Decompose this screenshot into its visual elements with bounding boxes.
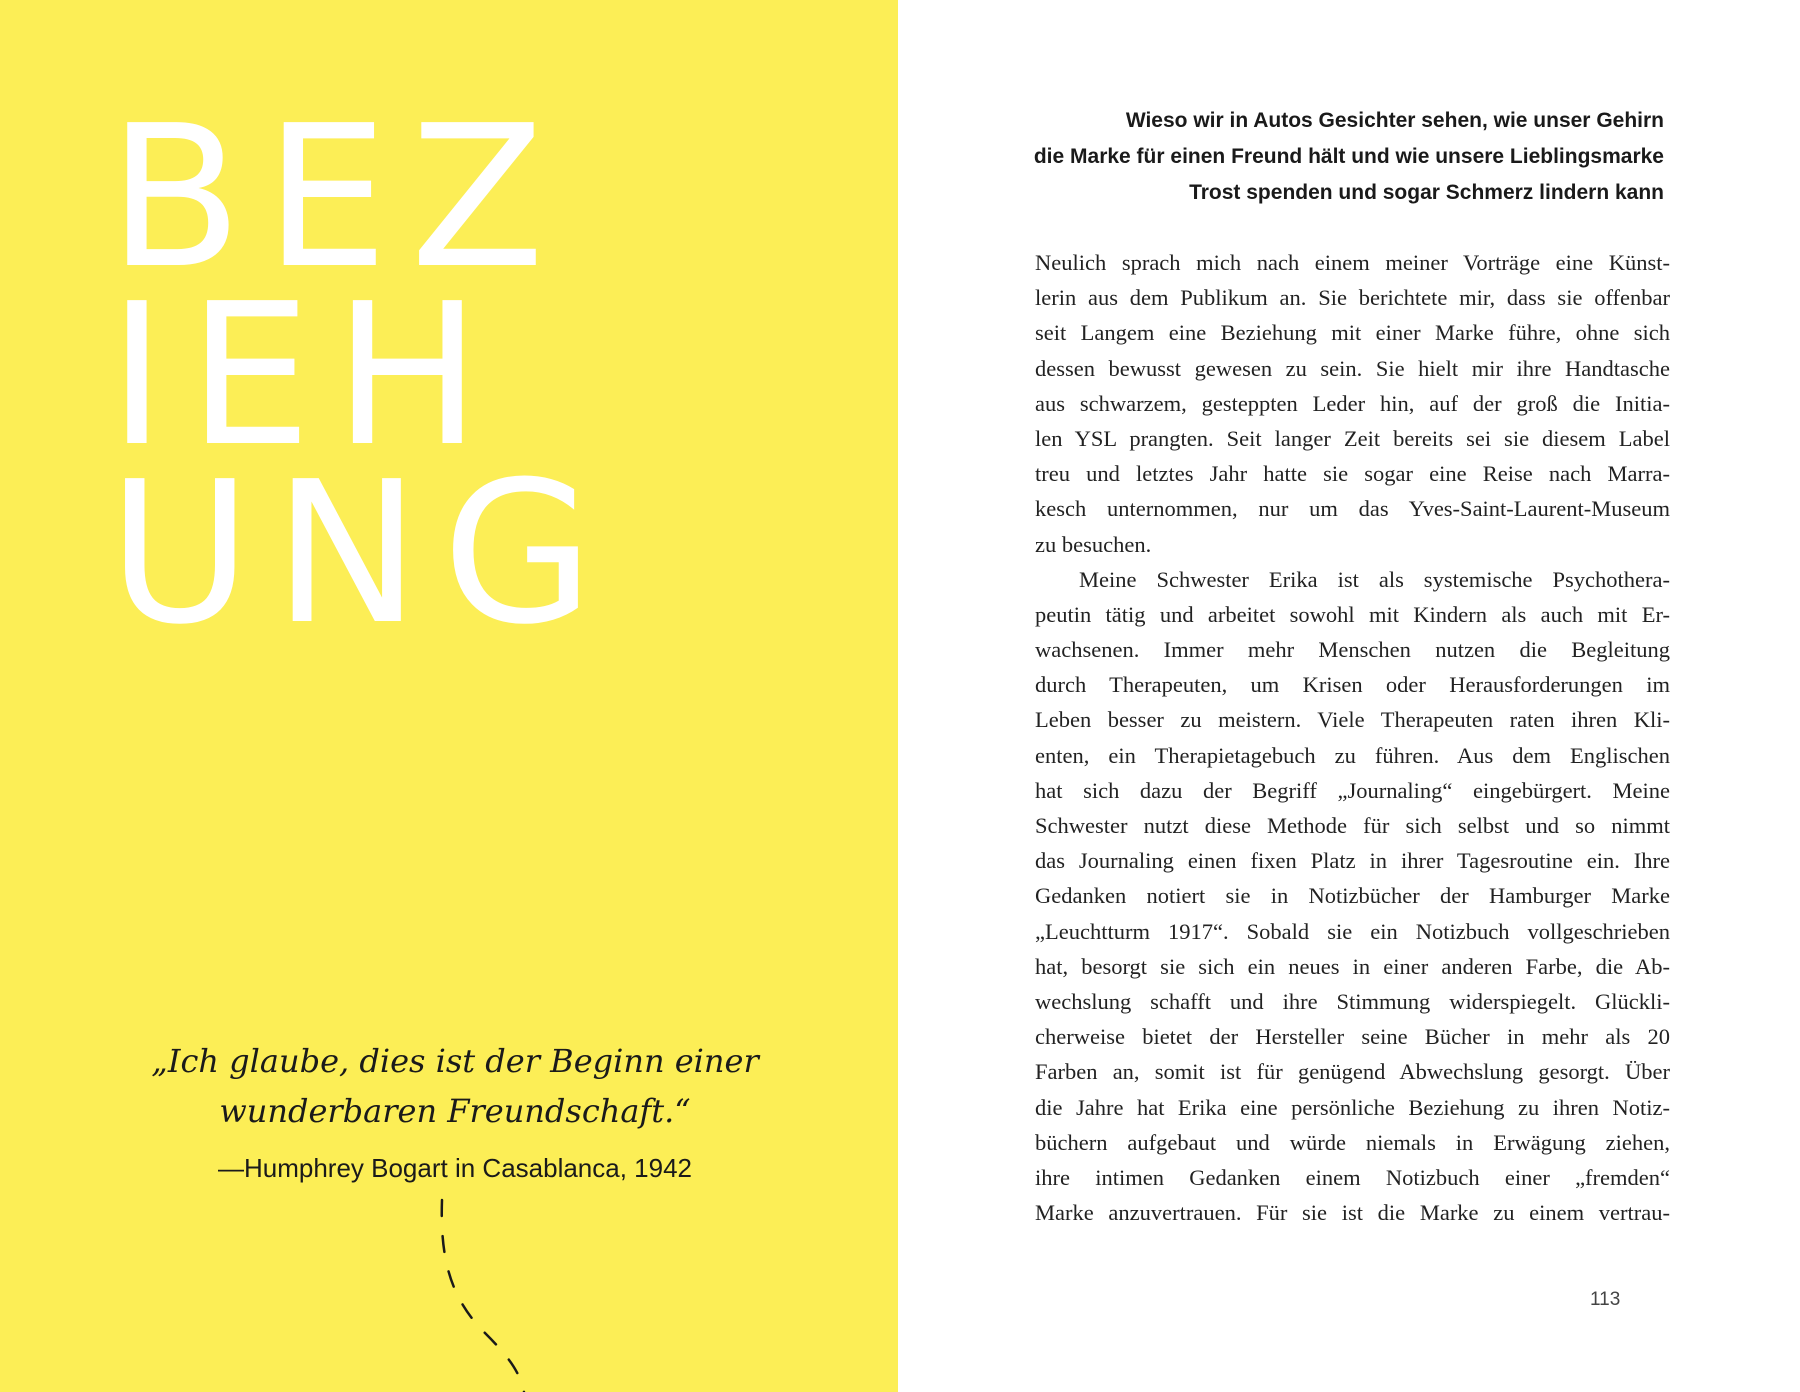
subtitle-line: Trost spenden und sogar Schmerz lindern kann (1189, 181, 1664, 204)
text-line: büchern aufgebaut und würde niemals in Erwägung ziehen, (1035, 1129, 1670, 1155)
text-line: hat sich dazu der Begriff „Journaling“ eingebürgert. Meine (1035, 777, 1670, 803)
text-line: hat, besorgt sie sich ein neues in einer anderen Farbe, die Ab- (1035, 953, 1670, 979)
quote-attribution: —Humphrey Bogart in Casablanca, 1942 (217, 1153, 693, 1183)
dashed-line-ornament (420, 1198, 540, 1392)
subtitle-line: die Marke für einen Freund hält und wie unsere Lieblingsmarke (1033, 145, 1664, 168)
text-line: das Journaling einen fixen Platz in ihrer Tagesroutine ein. Ihre (1035, 848, 1670, 874)
page-number: 113 (1590, 1289, 1621, 1310)
text-line: die Jahre hat Erika eine persönliche Beziehung zu ihren Notiz- (1035, 1094, 1670, 1120)
chapter-title-part-1: BEZ (108, 84, 567, 312)
text-line: cherweise bietet der Hersteller seine Bücher in mehr als 20 (1035, 1024, 1670, 1050)
quote-line-1: „Ich glaube, dies ist der Beginn einer (151, 1042, 759, 1080)
text-line: ihre intimen Gedanken einem Notizbuch einer „fremden“ (1035, 1164, 1670, 1190)
text-line: Gedanken notiert sie in Notizbücher der Hamburger Marke (1035, 883, 1670, 909)
text-line: dessen bewusst gewesen zu sein. Sie hielt mir ihre Handtasche (1035, 355, 1670, 381)
text-line: Marke anzuvertrauen. Für sie ist die Marke zu einem vertrau- (1035, 1200, 1670, 1226)
left-page (0, 0, 898, 1392)
body-text (1035, 245, 1670, 1230)
text-line: kesch unternommen, nur um das Yves-Saint-Laurent-Museum (1035, 496, 1670, 522)
text-line: zu besuchen. (1035, 531, 1152, 557)
chapter-subtitle (1020, 103, 1664, 211)
text-line: len YSL prangten. Seit langer Zeit bereits sei sie diesem Label (1035, 425, 1670, 451)
text-line: wechslung schafft und ihre Stimmung widerspiegelt. Glückli- (1035, 988, 1670, 1014)
text-line: wachsenen. Immer mehr Menschen nutzen die Begleitung (1035, 637, 1670, 663)
text-line: enten, ein Therapietagebuch zu führen. Aus dem Englischen (1035, 742, 1670, 768)
subtitle-line: Wieso wir in Autos Gesichter sehen, wie unser Gehirn (1125, 109, 1664, 132)
text-line: Farben an, somit ist für genügend Abwechslung gesorgt. Über (1035, 1059, 1670, 1085)
text-line: Leben besser zu meistern. Viele Therapeuten raten ihren Kli- (1035, 707, 1670, 733)
text-line: „Leuchtturm 1917“. Sobald sie ein Notizbuch vollgeschrieben (1035, 918, 1670, 944)
quote-line-2: wunderbaren Freundschaft.“ (219, 1092, 691, 1130)
text-line: durch Therapeuten, um Krisen oder Herausforderungen im (1035, 672, 1670, 698)
text-line: Neulich sprach mich nach einem meiner Vorträge eine Künst- (1035, 250, 1670, 275)
text-line: lerin aus dem Publikum an. Sie berichtete mir, dass sie offenbar (1035, 285, 1670, 311)
epigraph-quote (110, 1036, 800, 1136)
text-line: Schwester nutzt diese Methode für sich selbst und so nimmt (1035, 813, 1670, 838)
text-line: peutin tätig und arbeitet sowohl mit Kindern als auch mit Er- (1035, 601, 1670, 627)
chapter-title-part-2: IEH (108, 262, 504, 490)
text-line: aus schwarzem, gesteppten Leder hin, auf der groß die Initia- (1035, 390, 1670, 416)
chapter-title-part-3: UNG (108, 440, 616, 668)
text-line: treu und letztes Jahr hatte sie sogar eine Reise nach Marra- (1035, 461, 1670, 487)
text-line: Meine Schwester Erika ist als systemische Psychothera- (1079, 566, 1670, 592)
text-line: seit Langem eine Beziehung mit einer Marke führe, ohne sich (1035, 320, 1670, 346)
